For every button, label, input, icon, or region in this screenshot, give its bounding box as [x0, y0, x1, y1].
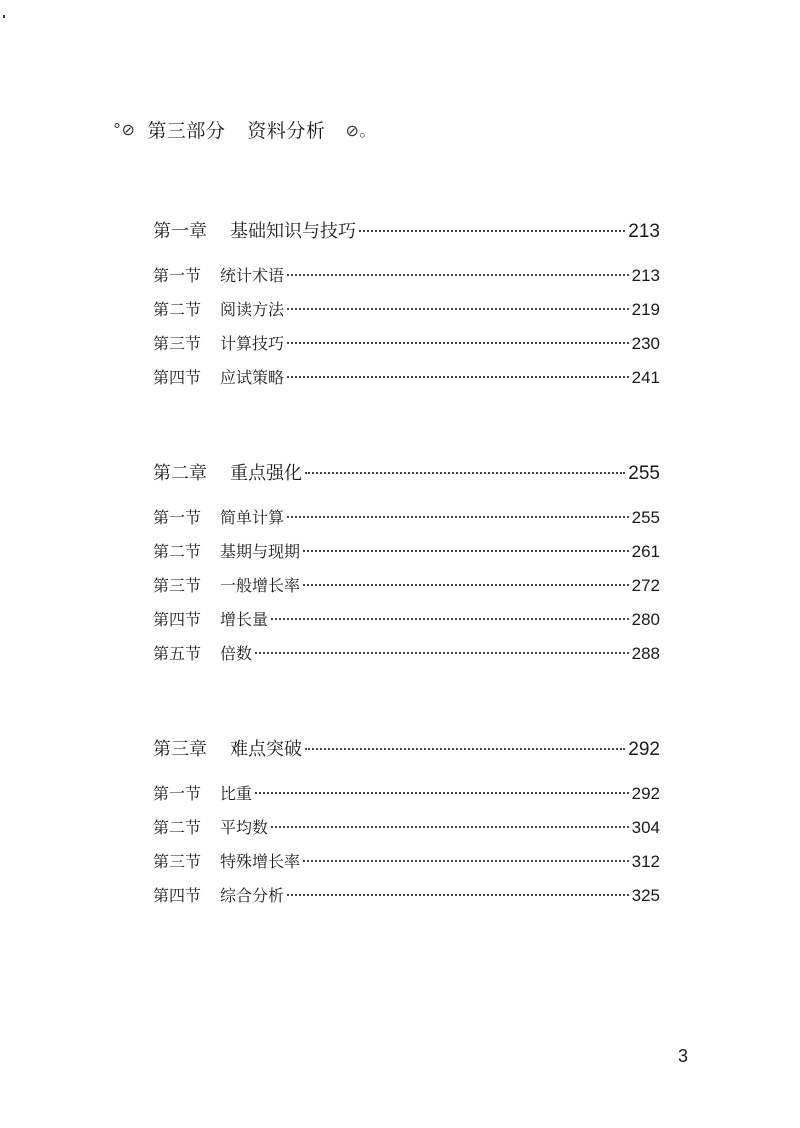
section-entry[interactable] — [153, 365, 660, 399]
section-title: 特殊增长率 — [220, 852, 301, 871]
section-entry[interactable] — [153, 781, 660, 815]
section-label: 第四节 — [153, 886, 202, 905]
section-label: 第一节 — [153, 784, 202, 803]
section-entry[interactable] — [153, 573, 660, 607]
dot-leader — [287, 376, 629, 378]
dot-leader — [287, 894, 629, 896]
chapter-heading[interactable] — [153, 217, 660, 251]
section-title: 简单计算 — [220, 508, 285, 527]
dot-leader — [255, 792, 629, 794]
section-entry[interactable] — [153, 539, 660, 573]
ornament-right-icon: ⊘。 — [345, 121, 376, 140]
section-page: 241 — [631, 368, 660, 387]
section-title: 计算技巧 — [220, 334, 285, 353]
section-page: 312 — [631, 852, 660, 871]
chapter-1 — [153, 217, 660, 399]
section-page: 255 — [631, 508, 660, 527]
section-entry[interactable] — [153, 849, 660, 883]
section-label: 第三节 — [153, 576, 202, 595]
ornament-left-icon: °⊘ — [113, 120, 136, 139]
section-page: 280 — [631, 610, 660, 629]
section-page: 304 — [631, 818, 660, 837]
section-label: 第一节 — [153, 266, 202, 285]
dot-leader — [271, 618, 629, 620]
chapter-title: 难点突破 — [230, 739, 302, 760]
section-title: 统计术语 — [220, 266, 285, 285]
chapter-heading[interactable] — [153, 459, 660, 493]
section-title: 增长量 — [220, 610, 269, 629]
section-page: 219 — [631, 300, 660, 319]
dot-leader — [359, 230, 625, 232]
section-title: 综合分析 — [220, 886, 285, 905]
section-title: 一般增长率 — [220, 576, 301, 595]
section-label: 第二节 — [153, 542, 202, 561]
chapter-heading[interactable] — [153, 735, 660, 769]
chapter-label: 第二章 — [153, 463, 207, 484]
dot-leader — [287, 274, 629, 276]
dot-leader — [287, 308, 629, 310]
section-label: 第二节 — [153, 818, 202, 837]
section-entry[interactable] — [153, 883, 660, 917]
section-title: 倍数 — [220, 644, 253, 663]
chapter-label: 第一章 — [153, 221, 207, 242]
chapter-page: 213 — [628, 221, 660, 242]
section-label: 第三节 — [153, 334, 202, 353]
section-label: 第一节 — [153, 508, 202, 527]
section-page: 261 — [631, 542, 660, 561]
dot-leader — [303, 584, 629, 586]
section-entry[interactable] — [153, 297, 660, 331]
chapter-page: 292 — [628, 739, 660, 760]
part-title — [113, 116, 376, 143]
dot-leader — [305, 472, 625, 474]
section-page: 292 — [631, 784, 660, 803]
dot-leader — [287, 516, 629, 518]
section-entry[interactable] — [153, 505, 660, 539]
section-label: 第四节 — [153, 610, 202, 629]
dot-leader — [305, 748, 625, 750]
section-entry[interactable] — [153, 263, 660, 297]
section-title: 阅读方法 — [220, 300, 285, 319]
dot-leader — [287, 342, 629, 344]
part-label: 第三部分 — [147, 120, 226, 142]
part-name: 资料分析 — [247, 120, 326, 142]
section-label: 第二节 — [153, 300, 202, 319]
section-page: 230 — [631, 334, 660, 353]
section-label: 第四节 — [153, 368, 202, 387]
dot-leader — [271, 826, 629, 828]
section-title: 平均数 — [220, 818, 269, 837]
chapter-2 — [153, 459, 660, 675]
chapter-title: 重点强化 — [230, 463, 302, 484]
dot-leader — [303, 860, 629, 862]
dot-leader — [303, 550, 629, 552]
section-title: 基期与现期 — [220, 542, 301, 561]
section-page: 325 — [631, 886, 660, 905]
chapter-3 — [153, 735, 660, 917]
scan-speck — [3, 15, 5, 18]
section-entry[interactable] — [153, 641, 660, 675]
section-page: 272 — [631, 576, 660, 595]
section-label: 第三节 — [153, 852, 202, 871]
section-title: 比重 — [220, 784, 253, 803]
section-page: 213 — [631, 266, 660, 285]
chapter-title: 基础知识与技巧 — [230, 221, 356, 242]
section-entry[interactable] — [153, 607, 660, 641]
section-entry[interactable] — [153, 815, 660, 849]
dot-leader — [255, 652, 629, 654]
section-title: 应试策略 — [220, 368, 285, 387]
chapter-page: 255 — [628, 463, 660, 484]
section-page: 288 — [631, 644, 660, 663]
section-label: 第五节 — [153, 644, 202, 663]
section-entry[interactable] — [153, 331, 660, 365]
chapter-label: 第三章 — [153, 739, 207, 760]
page-number: 3 — [678, 1046, 689, 1066]
